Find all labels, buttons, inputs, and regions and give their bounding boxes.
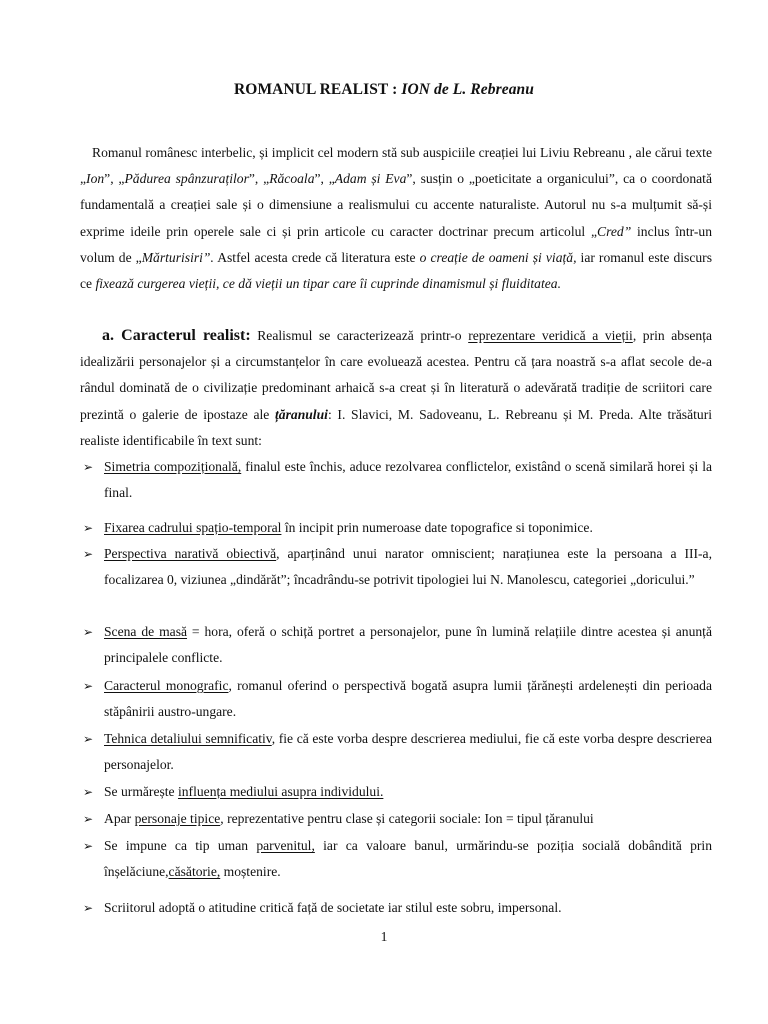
list-item — [83, 515, 712, 541]
section-text: Realismul se caracterizează printr-o — [250, 328, 469, 343]
page-number: 1 — [380, 929, 388, 944]
work-title-adam-si-eva: Adam și Eva — [334, 171, 407, 187]
arrow-bullet-icon: ➢ — [83, 901, 94, 915]
section-text: , prin absența idealizării personajelor și a circumstanțelor în care evoluează acestea. Pentru că țara noastră s-a aflat secole de-a rândul dominată de o civilizație predominant arhaică s-a creat și în literatură o adevărată tradiție de scriitori care prezintă o galerie de ipostaze ale — [80, 328, 713, 422]
volume-title-marturisiri: Mărturisiri”. — [141, 249, 214, 265]
page-title — [0, 81, 768, 99]
arrow-bullet-icon: ➢ — [83, 812, 94, 826]
underlined-term: Scena de masă — [104, 624, 188, 639]
work-title-padurea: Pădurea spânzuraților — [124, 171, 249, 187]
section-text: : I. Slavici, M. Sadoveanu, L. Rebreanu și M. Preda. Alte trăsături realiste identificabile în text sunt: — [80, 406, 713, 448]
list-item-text: Se urmărește — [104, 784, 178, 799]
title-italic: ION de L. Rebreanu — [401, 81, 534, 98]
list-item-text: iar ca valoare banul, urmărindu-se poziția socială dobândită prin înșelăciune, — [104, 838, 712, 880]
list-item — [83, 779, 712, 805]
underlined-term: Caracterul monografic — [104, 678, 229, 693]
intro-text: inclus într-un volum de „ — [80, 223, 712, 265]
intro-text: Astfel acesta crede că literatura este — [213, 249, 420, 265]
section-realist — [80, 323, 712, 454]
work-title-ion: Ion — [86, 171, 105, 187]
list-item — [83, 619, 712, 671]
underlined-term: parvenitul, — [256, 838, 315, 853]
section-heading: a. Caracterul realist: — [102, 327, 251, 344]
list-item-text: Se impune ca tip uman — [104, 838, 257, 853]
underlined-term: Simetria compozițională, — [104, 459, 242, 474]
arrow-bullet-icon: ➢ — [83, 839, 94, 853]
intro-text: ”, „ — [104, 171, 125, 187]
underlined-term: personaje tipice — [134, 811, 221, 826]
intro-text: ”, susțin o „poeticitate a organicului”, ca o coordonată fundamentală a creației sale și o dimensiune a realismului cu accente naturaliste. Autorul nu s-a mulțumit să-și exprime ideile prin operele sale ci și prin articole cu caracter doctrinar precum articolul „ — [80, 171, 712, 239]
arrow-bullet-icon: ➢ — [83, 521, 94, 535]
list-item — [83, 806, 712, 832]
list-item-text: finalul este închis, aduce rezolvarea conflictelor, existând o scenă similară horei și la final. — [104, 459, 713, 501]
arrow-bullet-icon: ➢ — [83, 547, 94, 561]
list-item — [83, 726, 712, 778]
list-item — [83, 833, 712, 885]
list-item-text: moștenire. — [220, 864, 281, 880]
arrow-bullet-icon: ➢ — [83, 625, 94, 639]
list-item — [83, 541, 712, 593]
intro-italic-quote: o creație de oameni și viață, — [419, 249, 577, 265]
underlined-term: influența mediului asupra individului. — [177, 784, 384, 799]
list-item — [83, 673, 712, 725]
work-title-racoala: Răcoala — [269, 171, 315, 187]
list-item — [83, 454, 713, 506]
intro-paragraph — [80, 140, 712, 297]
underlined-term: Fixarea cadrului spațio-temporal — [104, 520, 282, 535]
list-item-text: , reprezentative pentru clase și categorii sociale: Ion = tipul țăranului — [220, 811, 594, 826]
list-item-text: , aparținând unui narator omniscient; narațiunea este la persoana a III-a, focalizarea 0, viziunea „dindărăt”; încadrându-se potrivit tipologiei lui N. Manolescu, categoriei „doricului.” — [104, 546, 712, 588]
list-item-text: , fie că este vorba despre descrierea mediului, fie că este vorba despre descrierea personajelor. — [104, 731, 712, 773]
arrow-bullet-icon: ➢ — [83, 732, 94, 746]
intro-italic-quote: fixează curgerea vieții, ce dă vieții un tipar care îi cuprinde dinamismul și fluiditatea. — [95, 276, 561, 292]
underlined-term: Tehnica detaliului semnificativ — [104, 731, 272, 746]
list-item-text: Scriitorul adoptă o atitudine critică față de societate iar stilul este sobru, impersonal. — [104, 900, 562, 915]
list-item-text: Apar — [104, 811, 135, 826]
title-main: ROMANUL REALIST : — [234, 81, 402, 98]
arrow-bullet-icon: ➢ — [83, 785, 94, 799]
underlined-term: căsătorie, — [168, 864, 221, 880]
list-item-text: , romanul oferind o perspectivă bogată asupra lumii țărănești ardelenești din perioada stăpânirii austro-ungare. — [104, 678, 712, 720]
intro-text: ”, „ — [314, 171, 335, 187]
intro-text: ”, „ — [248, 171, 270, 187]
section-underlined: reprezentare veridică a vieții — [468, 328, 633, 343]
list-item — [83, 895, 712, 921]
intro-text: iar romanul este discurs ce — [80, 249, 712, 292]
underlined-term: Perspectiva narativă obiectivă — [104, 546, 277, 561]
list-item-text: în incipit prin numeroase date topografice si toponimice. — [281, 520, 593, 535]
article-title-cred: Cred” — [597, 223, 632, 239]
arrow-bullet-icon: ➢ — [83, 460, 94, 474]
intro-text: Romanul românesc interbelic, și implicit cel modern stă sub auspiciile creației lui Liviu Rebreanu , ale cărui texte „ — [80, 145, 712, 187]
arrow-bullet-icon: ➢ — [83, 679, 94, 693]
list-item-text: = hora, oferă o schiță portret a personajelor, pune în lumină relațiile dintre acestea și anunță principalele conflicte. — [104, 624, 712, 666]
section-bold-italic: țăranului — [275, 406, 328, 422]
